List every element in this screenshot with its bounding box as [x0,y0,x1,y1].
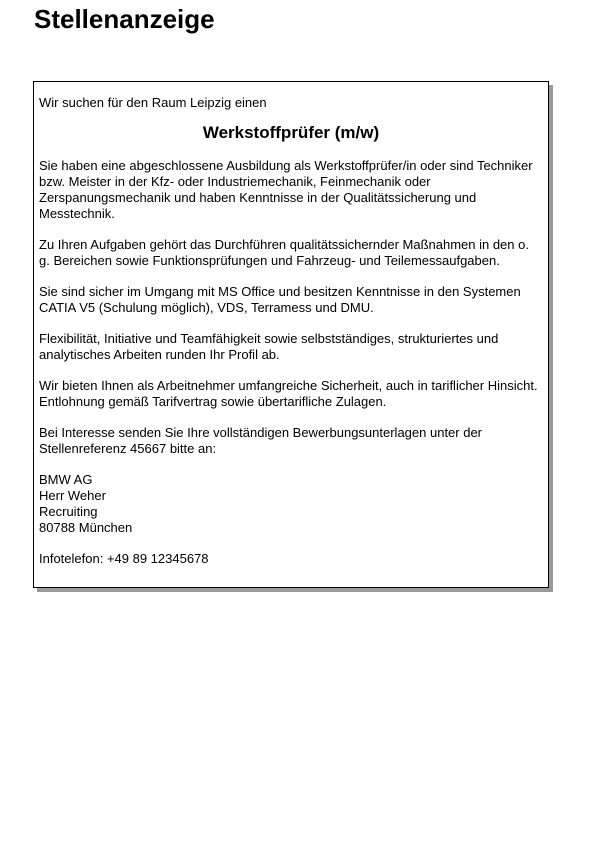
address-block [39,472,543,536]
page-title: Stellenanzeige [34,4,215,34]
address-department: Recruiting [39,504,98,519]
paragraph-application: Bei Interesse senden Sie Ihre vollständigen Bewerbungsunterlagen unter der Stellenreferenz 45667 bitte an: [39,425,483,456]
job-title: Werkstoffprüfer (m/w) [202,123,380,142]
paragraph-qualifications: Sie haben eine abgeschlossene Ausbildung als Werkstoffprüfer/in oder sind Techniker bzw. Meister in der Kfz- oder Industriemechanik, Feinmechanik oder Zerspanungsmechanik und haben Kenntnisse in der Qualitätssicherung und Messtechnik. [39,158,533,221]
address-contact: Herr Weher [39,488,106,503]
paragraph-profile: Flexibilität, Initiative und Teamfähigkeit sowie selbstständiges, strukturiertes und analytisches Arbeiten runden Ihr Profil ab. [39,331,499,362]
paragraph-tasks: Zu Ihren Aufgaben gehört das Durchführen qualitätssichernder Maßnahmen in den o. g. Bereichen sowie Funktionsprüfungen und Fahrzeug- und Teilemessaufgaben. [39,237,529,268]
address-company: BMW AG [39,472,93,487]
paragraph-software-skills: Sie sind sicher im Umgang mit MS Office und besitzen Kenntnisse in den Systemen CATIA V5 (Schulung möglich), VDS, Terramess und DMU. [39,284,521,315]
address-city: 80788 München [39,520,133,535]
ad-intro: Wir suchen für den Raum Leipzig einen [39,95,267,110]
paragraph-offer: Wir bieten Ihnen als Arbeitnehmer umfangreiche Sicherheit, auch in tariflicher Hinsicht. Entlohnung gemäß Tarifvertrag sowie übertarifliche Zulagen. [39,378,538,409]
job-ad-box [33,81,549,588]
info-phone: Infotelefon: +49 89 12345678 [39,551,209,566]
